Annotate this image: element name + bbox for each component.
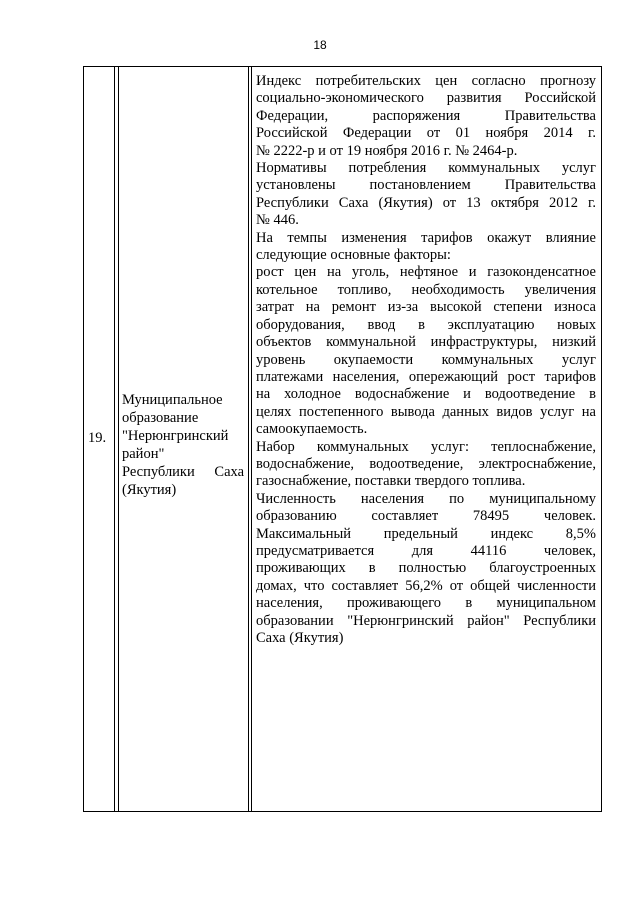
description-paragraph [256, 160, 596, 230]
description-line: Максимальный предельный индекс 8,5% [256, 525, 596, 542]
description-paragraph [256, 439, 596, 491]
description-line: оборудования, ввод в эксплуатацию новых [256, 316, 596, 333]
description-line: платежами населения, опережающий рост тарифов [256, 368, 596, 385]
description-line: Саха (Якутия) [256, 630, 344, 646]
description-line: предусматривается для 44116 человек, [256, 542, 596, 559]
description-line: домах, что составляет 56,2% от общей численности [256, 577, 596, 594]
description-line: населения, проживающего в муниципальном [256, 595, 596, 612]
description-line: Российской Федерации от 01 ноября 2014 г. [256, 125, 596, 142]
municipality-name-line: Республики Саха [122, 464, 244, 480]
description-line: затрат на ремонт из-за высокой степени износа [256, 299, 596, 316]
municipality-name-line: район" [122, 446, 165, 462]
description-line: объектов коммунальной инфраструктуры, низкий [256, 334, 596, 351]
description-line: Федерации, распоряжения Правительства [256, 107, 596, 124]
description-line: газоснабжение, поставки твердого топлива. [256, 473, 526, 490]
tariff-table [83, 66, 602, 812]
description-line: водоснабжение, водоотведение, электроснабжение, [256, 455, 596, 472]
column-divider [248, 67, 249, 811]
description-line: № 2222-р и от 19 ноября 2016 г. № 2464-р. [256, 142, 518, 159]
description-paragraph [256, 73, 596, 160]
description-line: Индекс потребительских цен согласно прогнозу [256, 73, 596, 89]
row-number: 19. [88, 430, 107, 446]
description-line: На темпы изменения тарифов окажут влияние [256, 229, 596, 246]
description-line: № 446. [256, 212, 299, 229]
description-line: самоокупаемость. [256, 421, 368, 438]
description-cell [256, 73, 596, 647]
municipality-name-line: Муниципальное [122, 392, 223, 408]
column-divider [118, 67, 119, 811]
description-line: социально-экономического развития Российской [256, 90, 596, 107]
description-line: образованию составляет 78495 человек. [256, 508, 596, 525]
description-line: Нормативы потребления коммунальных услуг [256, 160, 596, 177]
description-line: Численность населения по муниципальному [256, 490, 596, 507]
description-paragraph [256, 491, 596, 648]
municipality-name-line: "Нерюнгринский [122, 428, 229, 444]
municipality-name-line: образование [122, 410, 199, 426]
description-line: рост цен на уголь, нефтяное и газоконденсатное [256, 264, 596, 281]
description-line: проживающих в полностью благоустроенных [256, 560, 596, 577]
description-paragraph [256, 264, 596, 438]
column-divider [251, 67, 252, 811]
description-line: образовании "Нерюнгринский район" Республики [256, 612, 596, 629]
page-number: 18 [313, 38, 327, 52]
description-line: Набор коммунальных услуг: теплоснабжение, [256, 438, 596, 455]
description-line: уровень окупаемости коммунальных услуг [256, 351, 596, 368]
description-line: целях постепенного вывода данных видов услуг на [256, 403, 596, 420]
description-line: следующие основные факторы: [256, 247, 451, 264]
municipality-name-line: (Якутия) [122, 482, 177, 498]
column-divider [114, 67, 115, 811]
description-line: Республики Саха (Якутия) от 13 октября 2012 г. [256, 194, 596, 211]
description-line: установлены постановлением Правительства [256, 177, 596, 194]
municipality-name [122, 391, 244, 499]
description-line: котельное топливо, необходимость увеличения [256, 281, 596, 298]
description-paragraph [256, 230, 596, 265]
description-line: на холодное водоснабжение и водоотведение в [256, 386, 596, 403]
